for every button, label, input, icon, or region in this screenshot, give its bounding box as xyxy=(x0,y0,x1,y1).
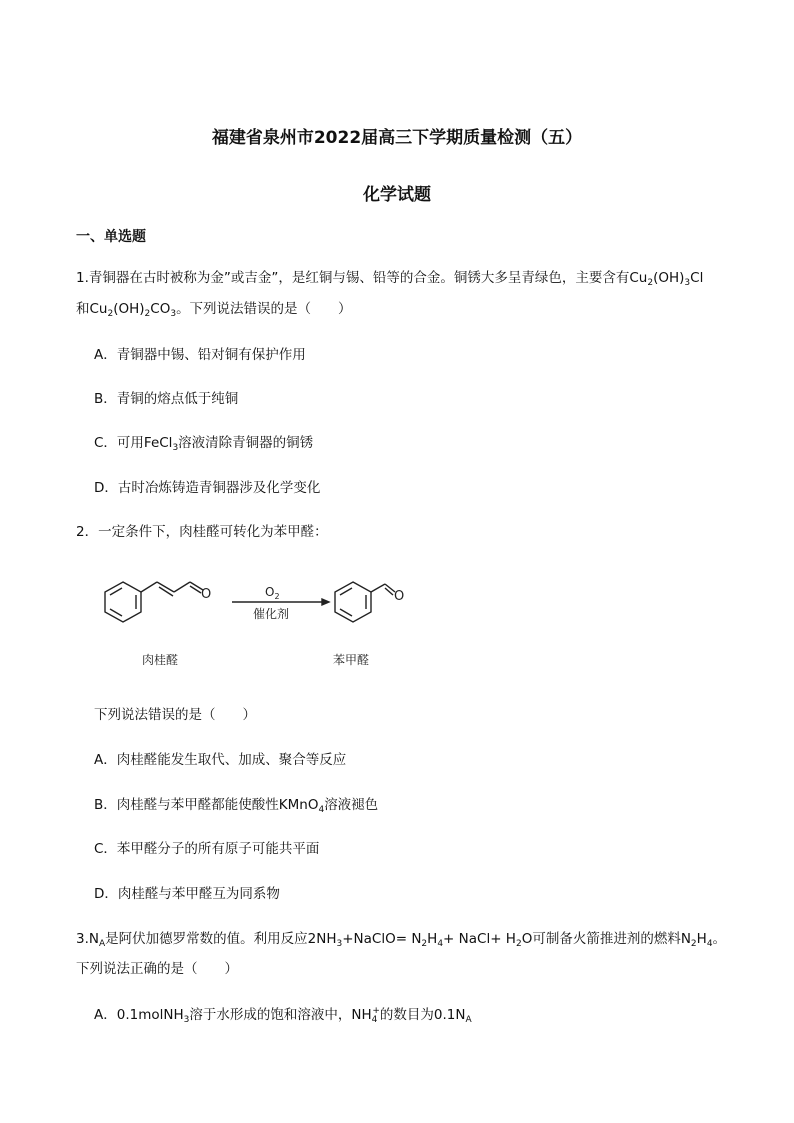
section-heading: 一、单选题 xyxy=(76,229,146,245)
question-2-prompt: 下列说法错误的是（ ） xyxy=(94,707,256,723)
page-subtitle: 化学试题 xyxy=(363,185,431,205)
svg-text:O: O xyxy=(201,587,212,602)
question-3-stem-line2: 下列说法正确的是（ ） xyxy=(76,961,238,977)
reaction-scheme xyxy=(90,568,420,678)
question-1-option-d: D．古时冶炼铸造青铜器涉及化学变化 xyxy=(94,480,321,496)
question-1-option-a: A．青铜器中锡、铅对铜有保护作用 xyxy=(94,347,306,363)
label-benzaldehyde: 苯甲醛 xyxy=(333,653,370,667)
question-1-stem-line1: 1.青铜器在古时被称为金”或吉金”，是红铜与锡、铅等的合金。铜锈大多呈青绿色，主要含有$Cu_2(OH)_3Cl$ xyxy=(76,270,704,288)
question-2-option-c: C．苯甲醛分子的所有原子可能共平面 xyxy=(94,841,320,857)
question-1-stem-line2: 和$Cu_2(OH)_2CO_3$。下列说法错误的是（ ） xyxy=(76,301,352,319)
question-2-option-b: B．肉桂醛与苯甲醛都能使酸性KMnO$_4$溶液褪色 xyxy=(94,797,379,815)
reagent-catalyst: 催化剂 xyxy=(253,607,290,621)
page-title: 福建省泉州市2022届高三下学期质量检测（五） xyxy=(211,128,583,148)
reagent-oxygen: $O_2$ xyxy=(265,585,280,601)
label-cinnamaldehyde: 肉桂醛 xyxy=(142,653,179,667)
question-2-option-a: A．肉桂醛能发生取代、加成、聚合等反应 xyxy=(94,752,347,768)
question-2-option-d: D．肉桂醛与苯甲醛互为同系物 xyxy=(94,886,280,902)
question-3-stem-line1: $3.N_A$是阿伏加德罗常数的值。利用反应$2NH_3+NaClO= N_2H_4+$ NaCl+ $H_2O$可制备火箭推进剂的燃料$N_2H_4$。 xyxy=(76,931,727,949)
question-1-option-c: C．可用FeCl$_3$溶液清除青铜器的铜锈 xyxy=(94,435,314,453)
question-2-stem: 2．一定条件下，肉桂醛可转化为苯甲醛： xyxy=(76,524,328,540)
question-3-option-a: A．0.1molNH$_3$溶于水形成的饱和溶液中，$NH_4^+$的数目为$0.1N_A$ xyxy=(94,1006,472,1025)
svg-text:O: O xyxy=(394,589,405,604)
question-1-option-b: B．青铜的熔点低于纯铜 xyxy=(94,391,239,407)
